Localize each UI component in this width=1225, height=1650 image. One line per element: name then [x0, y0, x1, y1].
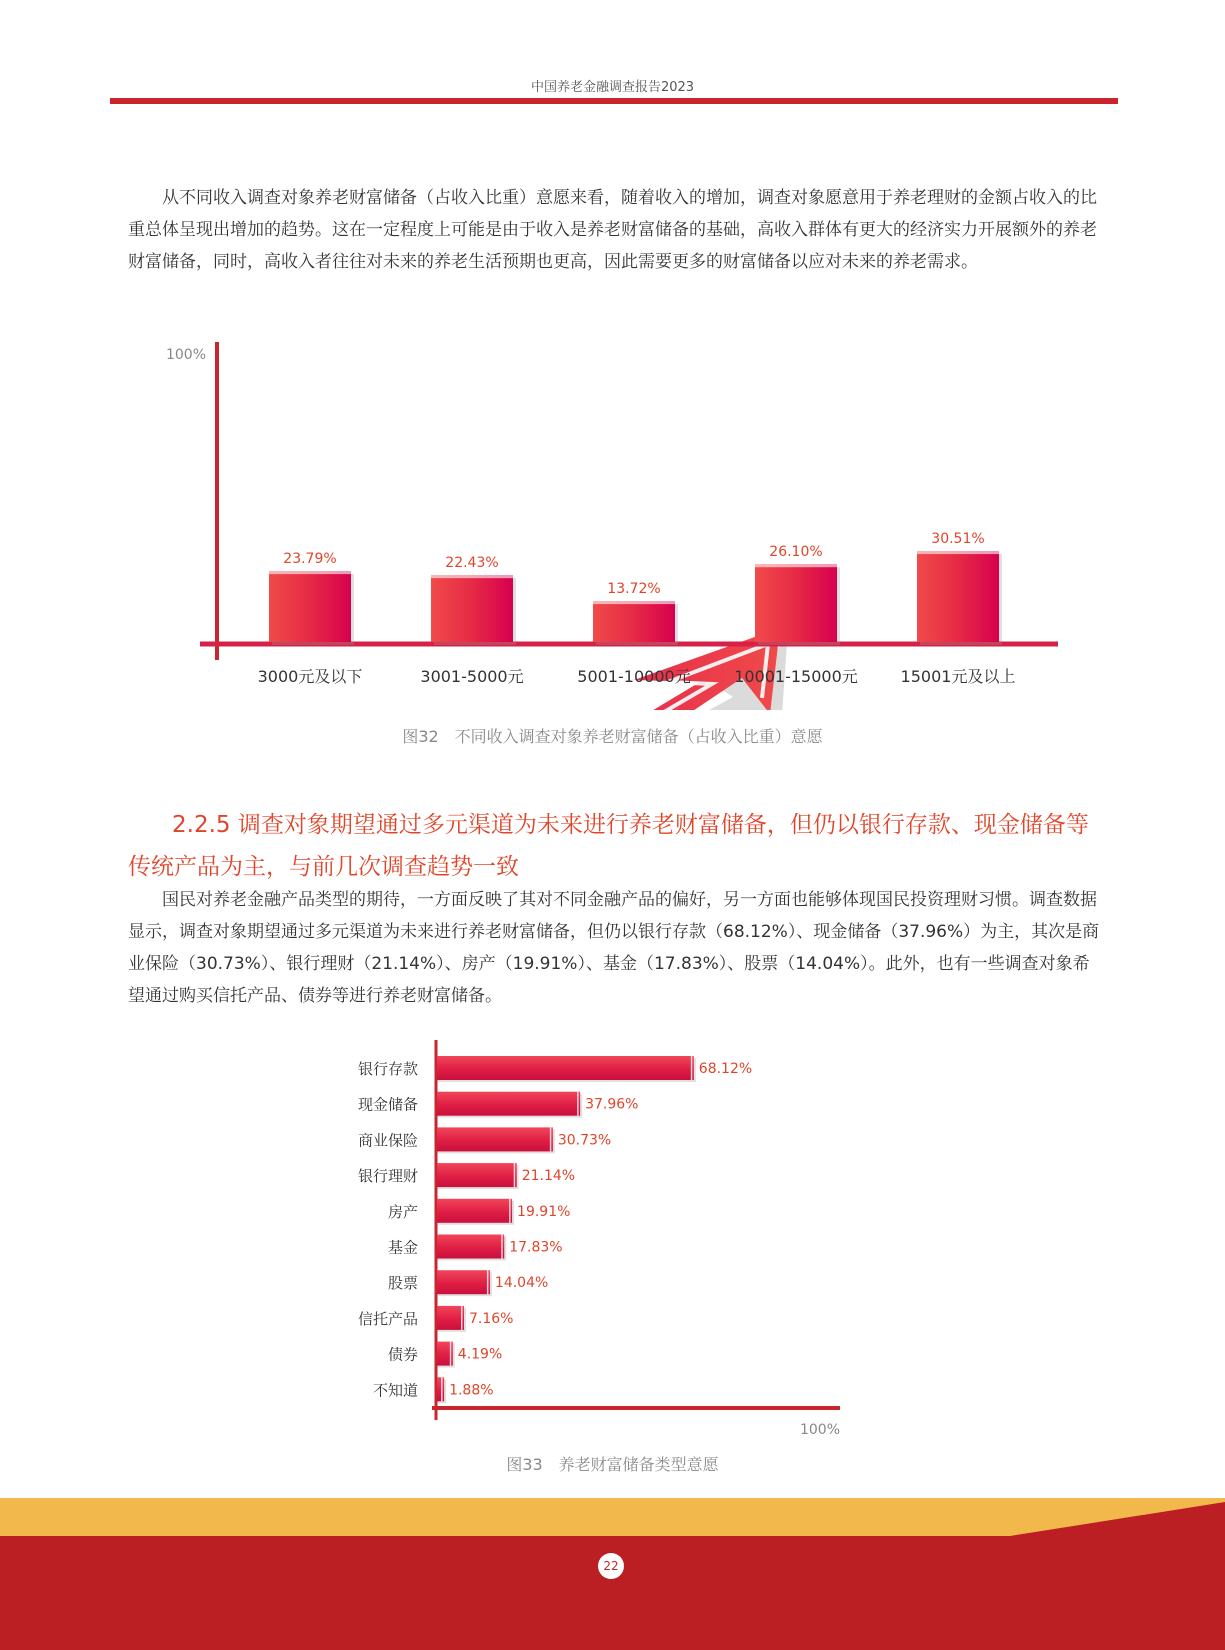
section-heading: 2.2.5 调查对象期望通过多元渠道为未来进行养老财富储备，但仍以银行存款、现金储备等传统产品为主，与前几次调查趋势一致: [128, 812, 1089, 880]
category-label: 股票: [387, 1274, 418, 1293]
bar-edge: [514, 1163, 516, 1187]
value-label: 17.83%: [509, 1239, 563, 1256]
bar-highlight: [917, 551, 999, 554]
category-label: 债券: [387, 1345, 418, 1364]
bar-highlight: [269, 571, 351, 574]
value-label: 7.16%: [468, 1310, 514, 1327]
value-label: 26.10%: [769, 544, 823, 561]
value-label: 19.91%: [517, 1203, 571, 1220]
header-title: 中国养老金融调查报告2023: [530, 80, 695, 95]
bar-highlight: [755, 564, 837, 567]
bar-edge: [461, 1306, 463, 1330]
value-label: 30.73%: [557, 1132, 612, 1149]
bar: [437, 1377, 444, 1401]
bar: [437, 1056, 694, 1080]
bar: [437, 1235, 504, 1259]
value-label: 23.79%: [283, 551, 337, 568]
bar: [437, 1306, 464, 1330]
figure-33-caption: 图33 养老财富储备类型意愿: [506, 1455, 719, 1474]
bar-edge: [450, 1342, 452, 1366]
bars-group: [258, 531, 1016, 686]
bar-edge: [441, 1377, 443, 1401]
category-label: 不知道: [372, 1381, 418, 1400]
bar: [269, 571, 351, 642]
y-axis-max-label: 100%: [165, 347, 206, 363]
bar: [755, 564, 837, 642]
bar-edge: [487, 1270, 489, 1294]
value-label: 22.43%: [445, 555, 499, 572]
page-number: 22: [598, 1553, 624, 1579]
x-axis-max-label: 100%: [799, 1422, 840, 1438]
value-label: 14.04%: [494, 1275, 549, 1292]
bar: [431, 575, 513, 642]
category-label: 信托产品: [357, 1309, 418, 1328]
category-label: 15001元及以上: [900, 667, 1016, 686]
header-rule: [110, 98, 1118, 104]
category-label: 房产: [387, 1202, 418, 1221]
category-label: 基金: [387, 1238, 418, 1257]
category-label: 3001-5000元: [420, 667, 524, 686]
bar-edge: [509, 1199, 511, 1223]
bars-group: [358, 1056, 752, 1403]
bar: [437, 1270, 490, 1294]
value-label: 37.96%: [585, 1096, 639, 1113]
bar-highlight: [431, 575, 513, 578]
products-paragraph: 国民对养老金融产品类型的期待，一方面反映了其对不同金融产品的偏好，另一方面也能够体现国民投资理财习惯。调查数据显示，调查对象期望通过多元渠道为未来进行养老财富储备，但仍以银行存款（68.12%）、现金储备（37.96%）为主，其次是商业保险（30.73%）、银行理财（21.14%）、房产（19.91%）、基金（17.83%）、股票（14.04%）。此外，也有一些调查对象希望通过购买信托产品、债券等进行养老财富储备。: [128, 890, 1100, 1006]
value-label: 21.14%: [521, 1168, 576, 1185]
category-label: 5001-10000元: [577, 667, 691, 686]
category-label: 10001-15000元: [734, 667, 858, 686]
bar: [437, 1092, 580, 1116]
category-label: 现金储备: [357, 1095, 418, 1114]
bar-edge: [577, 1092, 579, 1116]
bar: [437, 1163, 517, 1187]
intro-paragraph: 从不同收入调查对象养老财富储备（占收入比重）意愿来看，随着收入的增加，调查对象愿意用于养老理财的金额占收入的比重总体呈现出增加的趋势。这在一定程度上可能是由于收入是养老财富储备的基础，高收入群体有更大的经济实力开展额外的养老财富储备，同时，高收入者往往对未来的养老生活预期也更高，因此需要更多的财富储备以应对未来的养老需求。: [128, 188, 1097, 272]
bar-edge: [550, 1127, 552, 1151]
value-label: 68.12%: [698, 1061, 753, 1077]
bar: [437, 1199, 512, 1223]
bar-highlight: [593, 601, 675, 604]
category-label: 商业保险: [357, 1131, 418, 1150]
bar-edge: [691, 1056, 693, 1080]
category-label: 3000元及以下: [257, 667, 363, 686]
category-label: 银行理财: [357, 1167, 418, 1186]
bar: [917, 551, 999, 642]
value-label: 30.51%: [931, 531, 985, 548]
value-label: 4.19%: [457, 1346, 503, 1363]
bar: [437, 1127, 553, 1151]
savings-type-bar-chart: [0, 1040, 1225, 1440]
figure-32-caption: 图32 不同收入调查对象养老财富储备（占收入比重）意愿: [402, 727, 823, 746]
bar-edge: [501, 1235, 503, 1259]
bar: [593, 601, 675, 642]
value-label: 13.72%: [607, 581, 661, 598]
value-label: 1.88%: [449, 1382, 494, 1399]
income-savings-bar-chart: [0, 310, 1225, 710]
category-label: 银行存款: [357, 1060, 418, 1078]
